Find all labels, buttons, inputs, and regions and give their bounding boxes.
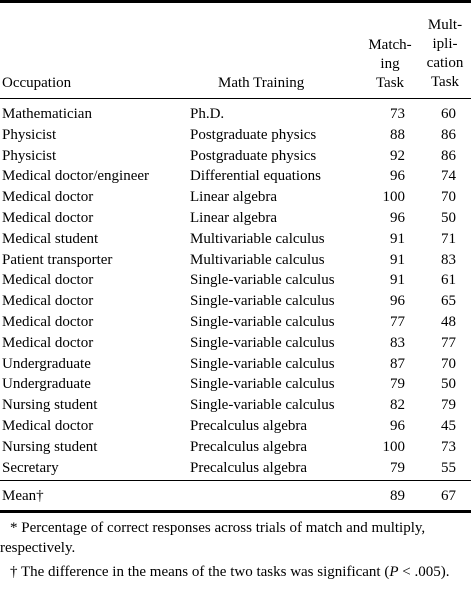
cell-math-training: Single-variable calculus	[190, 272, 335, 288]
cell-multiplication: 61	[441, 272, 456, 288]
cell-occupation: Mathematician	[2, 106, 92, 122]
cell-occupation: Medical doctor	[2, 335, 94, 351]
cell-matching: 91	[390, 231, 405, 247]
cell-occupation: Patient transporter	[2, 252, 113, 268]
cell-matching: 92	[390, 148, 405, 164]
cell-matching: 96	[390, 418, 405, 434]
cell-math-training: Single-variable calculus	[190, 356, 335, 372]
cell-multiplication: 77	[441, 335, 456, 351]
cell-math-training: Postgraduate physics	[190, 148, 317, 164]
cell-math-training: Single-variable calculus	[190, 335, 335, 351]
cell-math-training: Single-variable calculus	[190, 293, 335, 309]
cell-occupation: Nursing student	[2, 397, 98, 413]
footnotes	[0, 518, 471, 582]
mean-multiplication: 67	[441, 488, 456, 504]
cell-occupation: Nursing student	[2, 439, 98, 455]
cell-matching: 91	[390, 252, 405, 268]
cell-multiplication: 50	[441, 376, 456, 392]
footnote-dagger-suffix: < .005).	[398, 564, 450, 580]
cell-occupation: Medical doctor	[2, 272, 94, 288]
cell-math-training: Postgraduate physics	[190, 127, 317, 143]
cell-matching: 77	[390, 314, 405, 330]
cell-math-training: Differential equations	[190, 168, 321, 184]
cell-occupation: Medical doctor	[2, 314, 94, 330]
cell-multiplication: 71	[441, 231, 456, 247]
cell-math-training: Multivariable calculus	[190, 252, 325, 268]
cell-math-training: Single-variable calculus	[190, 314, 335, 330]
cell-multiplication: 45	[441, 418, 456, 434]
cell-occupation: Medical doctor	[2, 293, 94, 309]
cell-occupation: Medical doctor	[2, 210, 94, 226]
cell-math-training: Precalculus algebra	[190, 418, 308, 434]
cell-occupation: Medical doctor/engineer	[2, 168, 150, 184]
cell-matching: 82	[390, 397, 405, 413]
cell-matching: 96	[390, 210, 405, 226]
cell-occupation: Medical doctor	[2, 418, 94, 434]
cell-occupation: Physicist	[2, 148, 57, 164]
cell-multiplication: 60	[441, 106, 456, 122]
cell-math-training: Precalculus algebra	[190, 439, 308, 455]
cell-multiplication: 86	[441, 148, 456, 164]
cell-math-training: Single-variable calculus	[190, 397, 335, 413]
mean-matching: 89	[390, 488, 405, 504]
footnote-dagger-prefix: † The difference in the means of the two tasks was significant (	[10, 564, 390, 580]
cell-math-training: Precalculus algebra	[190, 460, 308, 476]
footnote-dagger-p: P	[389, 564, 399, 580]
cell-math-training: Ph.D.	[190, 106, 225, 122]
cell-occupation: Medical doctor	[2, 189, 94, 205]
cell-matching: 91	[390, 272, 405, 288]
cell-matching: 87	[390, 356, 405, 372]
cell-multiplication: 48	[441, 314, 456, 330]
cell-math-training: Single-variable calculus	[190, 376, 335, 392]
cell-multiplication: 55	[441, 460, 456, 476]
cell-matching: 88	[390, 127, 405, 143]
cell-occupation: Undergraduate	[2, 376, 91, 392]
cell-matching: 100	[382, 439, 405, 455]
cell-occupation: Medical student	[2, 231, 99, 247]
header-occupation: Occupation	[2, 75, 72, 91]
header-multiplication-task	[419, 16, 471, 92]
cell-matching: 83	[390, 335, 405, 351]
cell-matching: 100	[382, 189, 405, 205]
header-matching-line-2: ing	[380, 56, 400, 72]
mean-label: Mean†	[2, 488, 44, 504]
cell-multiplication: 74	[441, 168, 456, 184]
header-rule	[0, 98, 471, 99]
bottom-rule	[0, 510, 471, 513]
mean-rule	[0, 480, 471, 481]
header-multiplication-line-2: ipli-	[432, 36, 458, 52]
header-matching-line-1: Match-	[368, 37, 412, 53]
cell-multiplication: 83	[441, 252, 456, 268]
header-math-training: Math Training	[218, 75, 305, 91]
footnote-dagger	[0, 562, 471, 582]
cell-multiplication: 50	[441, 210, 456, 226]
cell-multiplication: 65	[441, 293, 456, 309]
cell-matching: 79	[390, 460, 405, 476]
cell-multiplication: 79	[441, 397, 456, 413]
header-matching-line-3: Task	[375, 75, 405, 91]
cell-occupation: Undergraduate	[2, 356, 91, 372]
cell-matching: 79	[390, 376, 405, 392]
cell-multiplication: 70	[441, 356, 456, 372]
cell-matching: 73	[390, 106, 405, 122]
cell-occupation: Secretary	[2, 460, 59, 476]
cell-math-training: Multivariable calculus	[190, 231, 325, 247]
cell-multiplication: 86	[441, 127, 456, 143]
cell-matching: 96	[390, 168, 405, 184]
header-multiplication-line-4: Task	[430, 74, 460, 90]
header-matching-task	[362, 36, 418, 93]
header-multiplication-line-3: cation	[426, 55, 464, 71]
cell-math-training: Linear algebra	[190, 189, 278, 205]
top-rule	[0, 0, 471, 3]
cell-math-training: Linear algebra	[190, 210, 278, 226]
cell-occupation: Physicist	[2, 127, 57, 143]
header-multiplication-line-1: Mult-	[427, 17, 463, 33]
cell-multiplication: 73	[441, 439, 456, 455]
cell-matching: 96	[390, 293, 405, 309]
cell-multiplication: 70	[441, 189, 456, 205]
footnote-star: * Percentage of correct responses across trials of match and multiply, respectively.	[0, 520, 426, 556]
